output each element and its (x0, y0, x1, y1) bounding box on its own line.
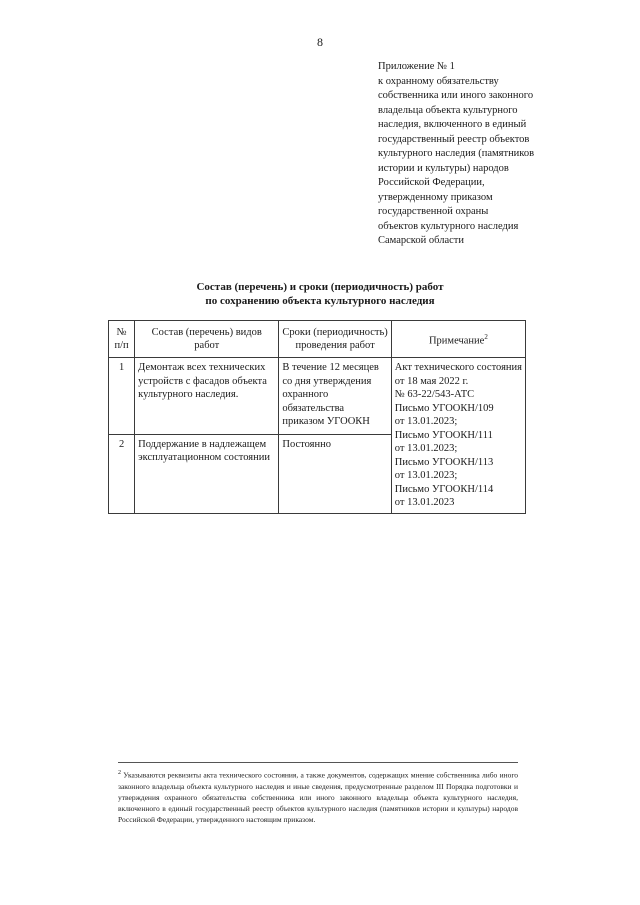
row-period: В течение 12 месяцев со дня утверждения охранного обязательства приказом УГООКН (279, 358, 391, 435)
appendix-line: истории и культуры) народов (378, 162, 509, 174)
note-line: № 63-22/543-АТС (394, 389, 475, 400)
header-period: Сроки (периодичность) проведения работ (279, 321, 391, 358)
note-line: от 13.01.2023; (394, 470, 458, 481)
header-note (391, 321, 525, 358)
note-line: Акт технического состояния (394, 362, 522, 373)
table-header-row (109, 321, 526, 358)
appendix-line: Российской Федерации, (378, 177, 485, 188)
note-line: от 13.01.2023 (394, 497, 455, 508)
note-line: от 18 мая 2022 г. (394, 375, 469, 387)
appendix-header (378, 60, 618, 249)
appendix-line: утвержденному приказом (378, 191, 493, 203)
header-note-label: Примечание (428, 335, 485, 346)
row-num: 1 (109, 358, 135, 435)
footnote-divider (118, 762, 518, 763)
appendix-line: владельца объекта культурного (378, 104, 518, 116)
footnote (118, 768, 518, 825)
title-line-1: Состав (перечень) и сроки (периодичность) работ (196, 281, 444, 293)
note-line: от 13.01.2023; (394, 443, 458, 454)
row-name: Демонтаж всех технических устройств с фасадов объекта культурного наследия. (135, 358, 279, 435)
note-line: Письмо УГООКН/111 (394, 429, 493, 441)
note-line: Письмо УГООКН/114 (394, 483, 494, 495)
appendix-line: объектов культурного наследия (378, 220, 519, 232)
appendix-line: государственный реестр объектов (378, 133, 530, 145)
page-number: 8 (317, 35, 323, 49)
appendix-line: Самарской области (378, 235, 464, 246)
appendix-line: наследия, включенного в единый (378, 119, 527, 130)
appendix-line: культурного наследия (памятников (378, 148, 535, 159)
appendix-line: к охранному обязательству (378, 75, 499, 87)
header-name: Состав (перечень) видов работ (135, 321, 279, 358)
title-line-2: по сохранению объекта культурного наследия (205, 295, 435, 307)
appendix-line: государственной охраны (378, 206, 489, 217)
row-num: 2 (109, 434, 135, 513)
document-title (0, 280, 640, 308)
footnote-ref: 2 (484, 332, 488, 341)
row-period: Постоянно (279, 434, 391, 513)
table-row (109, 358, 526, 435)
works-table (108, 320, 526, 514)
note-line: от 13.01.2023; (394, 416, 458, 427)
note-cell (391, 358, 525, 514)
note-line: Письмо УГООКН/109 (394, 402, 494, 414)
header-num: № п/п (109, 321, 135, 358)
appendix-line: собственника или иного законного (378, 90, 534, 101)
footnote-marker: 2 (118, 770, 121, 776)
footnote-text: Указываются реквизиты акта технического состояния, а также документов, содержащих мнение собственника либо иного законного владельца объекта культурного наследия и иные сведения, предусмотренные разделом III Порядка подготовки и утверждения охранного обязательства собственника или иного законного владельца объекта культурного наследия, включенного в единый государственный реестр объектов культурного наследия (памятников истории и культуры) народов Российской Федерации, утвержденного настоящим приказом. (118, 770, 519, 824)
note-line: Письмо УГООКН/113 (394, 456, 494, 468)
appendix-line: Приложение № 1 (378, 61, 455, 72)
row-name: Поддержание в надлежащем эксплуатационном состоянии (135, 434, 279, 513)
